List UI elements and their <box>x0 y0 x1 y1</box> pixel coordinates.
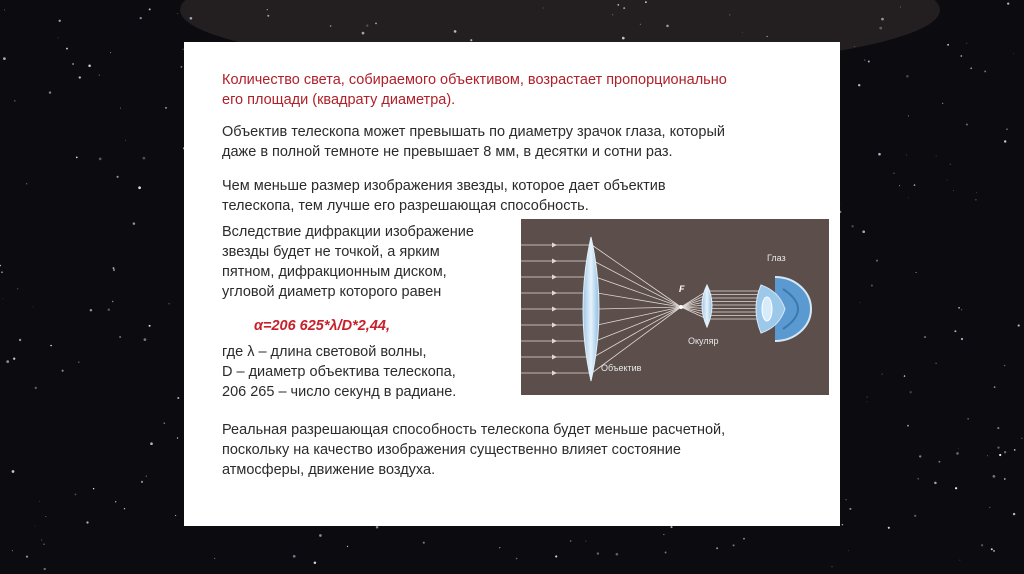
star <box>79 76 81 78</box>
star <box>120 108 121 109</box>
star <box>1018 324 1020 326</box>
star <box>214 558 215 559</box>
objective-label: Объектив <box>601 363 642 373</box>
star <box>666 25 669 28</box>
slide-intro <box>222 70 727 110</box>
star <box>93 488 94 489</box>
star <box>86 521 88 523</box>
star <box>617 4 619 6</box>
star <box>975 199 977 201</box>
star <box>958 448 959 449</box>
star <box>849 508 851 510</box>
star <box>181 66 183 68</box>
star <box>906 155 907 156</box>
star <box>17 288 18 289</box>
star <box>908 198 909 199</box>
paragraph-line: атмосферы, движение воздуха. <box>222 462 436 478</box>
ray-arrow-icon <box>552 339 557 344</box>
star <box>743 538 745 540</box>
star <box>917 478 919 480</box>
star <box>893 172 895 174</box>
paragraph-line: даже в полной темноте не превышает 8 мм, в десятки и сотни раз. <box>222 144 673 160</box>
ray-arrow-icon <box>552 371 557 376</box>
star <box>960 560 961 561</box>
star <box>6 360 9 363</box>
paragraph-line: поскольку на качество изображения существенно влияет состояние <box>222 442 681 458</box>
star <box>555 555 557 557</box>
star <box>133 222 136 225</box>
star <box>314 562 317 565</box>
star <box>871 284 873 286</box>
star <box>19 339 21 341</box>
star <box>900 6 901 7</box>
star <box>994 386 996 388</box>
star <box>1006 129 1007 130</box>
star <box>848 551 849 552</box>
star <box>1 271 3 273</box>
star <box>1007 2 1009 4</box>
star <box>981 544 983 546</box>
star <box>914 515 916 517</box>
star <box>868 61 870 63</box>
star <box>125 140 126 141</box>
objective-lens-icon <box>583 237 599 381</box>
star <box>907 425 909 427</box>
star <box>938 461 940 463</box>
star <box>375 23 377 25</box>
star <box>665 552 667 554</box>
star <box>916 272 917 273</box>
paragraph-diffraction <box>222 222 474 302</box>
star <box>904 375 905 376</box>
star <box>906 75 909 78</box>
light-ray <box>599 307 681 309</box>
star <box>177 397 179 399</box>
paragraph-line: Чем меньше размер изображения звезды, которое дает объектив <box>222 178 666 194</box>
star <box>612 14 613 15</box>
star <box>3 299 4 300</box>
star <box>947 44 949 46</box>
star <box>958 307 960 309</box>
star <box>924 336 926 338</box>
star <box>976 192 977 193</box>
star <box>119 336 121 338</box>
star <box>164 422 166 424</box>
star <box>39 501 40 502</box>
star <box>35 526 36 527</box>
star <box>966 124 968 126</box>
star <box>26 183 27 184</box>
star <box>842 524 844 526</box>
star <box>950 164 951 165</box>
star <box>1013 53 1014 54</box>
star <box>143 157 146 160</box>
star <box>989 507 990 508</box>
star <box>99 75 100 76</box>
star <box>993 550 995 552</box>
star <box>999 454 1001 456</box>
star <box>597 552 599 554</box>
focus-label: F <box>679 284 685 294</box>
star <box>935 363 937 365</box>
light-ray <box>594 307 681 357</box>
star <box>58 38 59 39</box>
star <box>49 91 51 93</box>
star <box>993 475 996 478</box>
star <box>570 540 572 542</box>
star <box>954 330 956 332</box>
star <box>59 20 61 22</box>
star <box>26 556 28 558</box>
star <box>150 442 153 445</box>
star <box>330 25 332 27</box>
paragraph-line: Вследствие дифракции изображение <box>222 224 474 240</box>
star <box>44 568 46 570</box>
legend-line: где λ – длина световой волны, <box>222 344 427 360</box>
star <box>177 437 178 438</box>
star <box>3 57 6 60</box>
legend-line: D – диаметр объектива телескопа, <box>222 364 456 380</box>
ray-arrow-icon <box>552 259 557 264</box>
star <box>165 107 167 109</box>
star <box>149 325 151 327</box>
star <box>112 301 113 302</box>
formula-legend <box>222 342 456 402</box>
star <box>267 9 268 10</box>
star <box>984 70 986 72</box>
star <box>831 566 832 567</box>
star <box>75 493 77 495</box>
star <box>997 427 999 429</box>
star <box>867 397 868 398</box>
star <box>716 547 718 549</box>
star <box>1021 438 1022 439</box>
star <box>113 267 115 269</box>
star <box>4 9 5 10</box>
star <box>1014 449 1016 451</box>
star <box>41 540 42 541</box>
light-ray <box>595 277 681 307</box>
star <box>110 52 111 53</box>
star <box>623 7 625 9</box>
star <box>914 184 916 186</box>
star <box>878 153 881 156</box>
star <box>168 303 169 304</box>
paragraph-real-resolution <box>222 420 725 480</box>
star <box>499 547 500 548</box>
star <box>177 13 178 14</box>
star <box>987 455 988 456</box>
star <box>99 158 102 161</box>
star <box>13 358 15 360</box>
star <box>991 548 993 550</box>
star <box>175 515 176 516</box>
paragraph-line: телескопа, тем лучше его разрешающая способность. <box>222 198 589 214</box>
star <box>767 36 768 37</box>
resolution-formula: α=206 625*λ/D*2,44, <box>254 318 390 334</box>
ray-arrow-icon <box>552 275 557 280</box>
star <box>1004 451 1006 453</box>
star <box>919 455 921 457</box>
star <box>12 550 13 551</box>
star <box>50 345 52 347</box>
telescope-optics-svg <box>521 219 829 395</box>
ray-arrow-icon <box>552 323 557 328</box>
paragraph-line: Реальная разрешающая способность телескопа будет меньше расчетной, <box>222 422 726 438</box>
slide-card <box>184 42 840 526</box>
star <box>729 14 730 15</box>
star <box>190 17 193 20</box>
eye-icon <box>756 277 811 341</box>
star <box>12 470 15 473</box>
star <box>144 338 147 341</box>
star <box>366 24 368 26</box>
paragraph-line: звезды будет не точкой, а ярким <box>222 244 440 260</box>
star <box>845 499 846 500</box>
star <box>961 338 963 340</box>
converging-light-rays <box>592 245 707 373</box>
ray-arrow-icon <box>552 291 557 296</box>
star <box>62 370 64 372</box>
star <box>956 452 959 455</box>
star <box>851 225 853 227</box>
star <box>347 546 348 547</box>
star <box>115 501 116 502</box>
star <box>663 534 664 535</box>
star <box>942 103 943 104</box>
star <box>881 18 884 21</box>
intro-line: его площади (квадрату диаметра). <box>222 92 456 108</box>
eye-label: Глаз <box>767 253 786 263</box>
star <box>470 39 472 41</box>
star <box>955 487 957 489</box>
star <box>78 361 79 362</box>
paragraph-resolution <box>222 176 666 216</box>
star <box>899 185 900 186</box>
star <box>960 55 962 57</box>
star <box>88 64 91 67</box>
star <box>742 32 743 33</box>
star <box>76 157 78 159</box>
ray-arrow-icon <box>552 243 557 248</box>
star <box>267 15 269 17</box>
star <box>936 156 937 157</box>
star <box>117 176 119 178</box>
star <box>108 308 110 310</box>
star <box>149 8 151 10</box>
star <box>362 32 365 35</box>
star <box>947 180 948 181</box>
star <box>14 100 16 102</box>
star <box>113 269 115 271</box>
star <box>854 46 855 47</box>
star <box>888 527 890 529</box>
star <box>645 1 647 3</box>
light-ray <box>595 307 681 341</box>
star <box>319 534 322 537</box>
paragraph-line: Объектив телескопа может превышать по диаметру зрачок глаза, который <box>222 124 725 140</box>
focus-point <box>679 305 683 309</box>
star <box>586 541 587 542</box>
star <box>90 309 92 311</box>
star <box>1004 365 1006 367</box>
eyepiece-label: Окуляр <box>688 336 719 346</box>
paragraph-line: угловой диаметр которого равен <box>222 284 442 300</box>
star <box>858 84 860 86</box>
star <box>862 230 865 233</box>
star <box>1004 140 1006 142</box>
star <box>138 186 141 189</box>
star <box>616 553 619 556</box>
legend-line: 206 265 – число секунд в радиане. <box>222 384 457 400</box>
light-ray <box>592 245 681 307</box>
star <box>860 302 861 303</box>
star <box>516 558 518 560</box>
paragraph-objective-diameter <box>222 122 725 162</box>
star <box>0 265 1 267</box>
star <box>33 306 34 307</box>
star <box>423 542 425 544</box>
star <box>46 516 47 517</box>
star <box>670 526 672 528</box>
star <box>1013 513 1015 515</box>
star <box>733 544 735 546</box>
star <box>140 17 142 19</box>
star <box>967 418 968 419</box>
star <box>882 374 883 375</box>
star <box>864 59 866 61</box>
star <box>966 43 967 44</box>
star <box>35 387 37 389</box>
star <box>293 555 296 558</box>
star <box>970 67 972 69</box>
paragraph-line: пятном, дифракционным диском, <box>222 264 447 280</box>
star <box>141 481 143 483</box>
star <box>908 115 909 116</box>
star <box>376 526 379 529</box>
star <box>997 446 999 448</box>
star <box>934 482 937 485</box>
star <box>879 27 882 30</box>
eyepiece-output-rays <box>707 291 761 319</box>
star <box>543 8 544 9</box>
star <box>1004 478 1006 480</box>
star <box>910 391 912 393</box>
star <box>622 37 625 40</box>
star <box>146 476 147 477</box>
star <box>866 401 867 402</box>
star <box>72 63 74 65</box>
telescope-diagram <box>521 219 829 395</box>
star <box>43 543 45 545</box>
star <box>876 260 878 262</box>
star <box>640 24 641 25</box>
ray-arrow-icon <box>552 307 557 312</box>
star <box>454 30 457 33</box>
ray-arrow-icon <box>552 355 557 360</box>
star <box>953 190 954 191</box>
star <box>961 309 962 310</box>
star <box>66 48 68 50</box>
star <box>124 508 125 509</box>
intro-line: Количество света, собираемого объективом, возрастает пропорционально <box>222 72 727 88</box>
